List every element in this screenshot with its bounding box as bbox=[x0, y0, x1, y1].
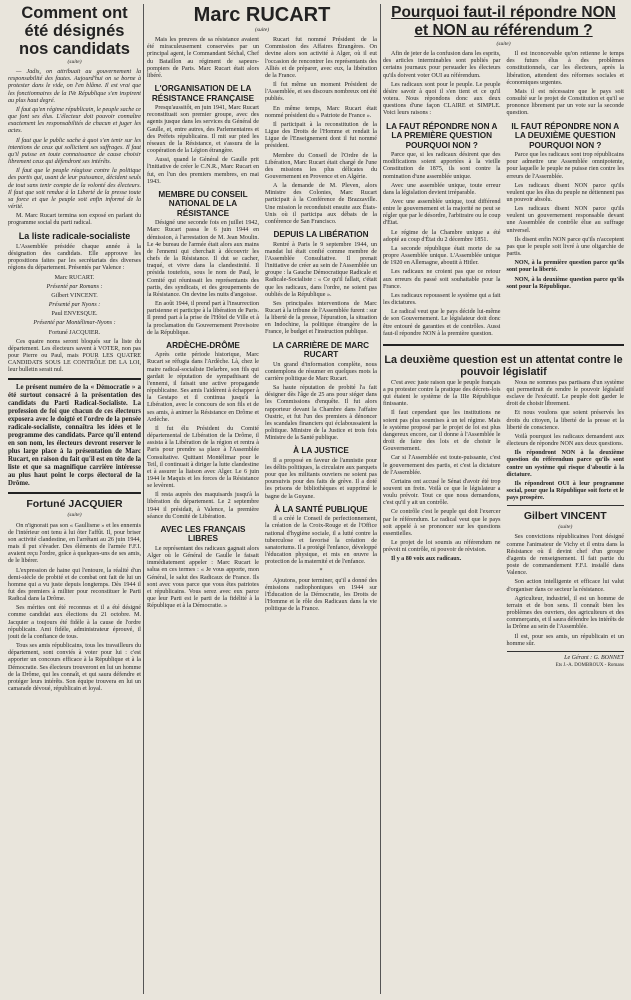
jacquier-heading: Fortuné JACQUIER bbox=[26, 498, 123, 511]
rucart-headline: Marc RUCART bbox=[193, 4, 331, 26]
newspaper-page bbox=[8, 4, 624, 994]
leg-para: Voilà pourquoi les radicaux demandent aux électeurs de répondre NON aux deux questions. bbox=[506, 433, 624, 448]
leg-para: Ils répondront OUI à leur programme social, pour que la République soit forte et le pays prospère. bbox=[506, 480, 624, 502]
rucart-para: Il a proposé en faveur de l'amnistie pour les délits politiques, la circulaire aux parquets pour que les militants ouvriers ne soient pas poursuivis pour des faits de grève. Il a doté les prisons de bibliothèques et supprimé le bagne de la Guyane. bbox=[265, 457, 377, 500]
ref-para: Afin de jeter de la confusion dans les esprits, des articles interminables sont publiés par certains journaux pour persuader les électeurs qu'ils doivent voter OUI au référendum. bbox=[383, 51, 501, 79]
rucart-para: Après cette période historique, Marc Rucart se réfugia dans l'Ardèche. Là, chez le maire radical-socialiste Delarbre, son fils qui gardait le réputation de sympathisant de l'ennemi, il faisait une active propagande républicaine. Ses amis l'aidèrent à échapper à la Gestapo et il continua jusqu'à la Libération, avec le concours de son fils et de ses amis, à animer la Résistance en Drôme et Ardèche. bbox=[147, 352, 259, 423]
rucart-para: Sa haute réputation de probité l'a fait désigner dès l'âge de 25 ans pour siéger dans les Commissions d'enquête. Il fut alors rapporteur devant la Chambre dans l'affaire Oustric, et fut l'un des premiers à dénoncer les scandales financiers qui éclaboussaient la politique. Ministre de la Justice et trois fois Ministre de la Santé publique. bbox=[265, 385, 377, 442]
referendum-col-a bbox=[383, 51, 501, 340]
left-headline: Comment ont été désignés nos candidats bbox=[19, 4, 130, 58]
vincent-para: Ses convictions républicaines l'ont désigné comme l'animateur de Vichy et il entra dans la Résistance où il devint chef d'un groupe d'agents de renseignement. Il fait partie du poste de commandement F.F.I. installé dans Valence. bbox=[506, 534, 624, 577]
rucart-sub: (suite) bbox=[254, 27, 270, 33]
rucart-para: Rentré à Paris le 9 septembre 1944, un mandat lui était confié comme membre de l'Assemblée Consultative. Il prenait l'initiative de créer au sein de l'Assemblée un groupe : la Gauche Démocratique Radicale et Radicale-Socialiste : « Ce qu'il fallait, c'était que les radicaux, dans l'ordre, ne soient pas oubliés de la République ». bbox=[265, 241, 377, 298]
divider bbox=[383, 344, 624, 346]
ref-para: Les radicaux ne croient pas que ce retour aux erreurs du passé soit souhaitable pour la France. bbox=[383, 269, 501, 290]
ref-para: NON, à la deuxième question parce qu'ils sont pour la République. bbox=[506, 276, 624, 290]
middle-column bbox=[147, 4, 377, 615]
rucart-subhead: ARDÈCHE-DRÔME bbox=[166, 340, 240, 350]
left-para: Il faut que le public sache à quoi s'en tenir sur les intentions de ceux qui sollicitent ses suffrages. Il faut qu'il puisse en toute connaissance de cause choisir librement ceux qui défendront ses intérêts. bbox=[8, 137, 141, 166]
rucart-para: Aussi, quand le Général de Gaulle prit l'initiative de créer le C.N.R., Marc Rucart en fut, en l'un des premiers membres, en mai 1943. bbox=[147, 157, 259, 185]
liste-para: L'Assemblée présidée chaque année à la désignation des candidats. Elle approuve les propositions faites par les secrétariats des diverses régions du département. Présentés par Valence : bbox=[8, 243, 141, 272]
jacquier-para: On n'ignorait pas son « Gaullisme » et les ennemis de l'intérieur ont tenu à lui ôter l'affût. Il, pour briser son activité clandestine, en l'arrêtant au 26 juin 1944, mais il put s'évader. Des éléments de l'armée F.F.I. avaient reçu l'ordre, grâce à quelques-uns de ses amis, de le libérer. bbox=[8, 522, 141, 565]
gerant: Le Gérant : G. BONNET bbox=[564, 654, 624, 661]
rucart-para: Presqu'aussitôt, en juin 1941, Marc Rucart reconstituait son premier groupe, avec des agents jusque dans les services du Général de Gaulle, et, entre autres, des Parlementaires et des Préfets républicains. Il mit sur pied les réseaux de la Résistance, et s'assura de la coopération de la Légion étrangère. bbox=[147, 105, 259, 155]
rucart-subhead: MEMBRE DU CONSEIL NATIONAL DE LA RÉSISTANCE bbox=[158, 189, 248, 218]
liste-end: Ces quatre noms seront bloqués sur la liste du département. Les électeurs savent à VOTER, non pas pour Pierre ou Paul, mais POUR LES QUATRE CANDIDATS SOUS LE CONTRÔLE DE LA LOI, leur bulletin serait nul. bbox=[8, 338, 141, 374]
rucart-para: En même temps, Marc Rucart était nommé président du « Patriote de France ». bbox=[265, 105, 377, 119]
rucart-subhead: DEPUIS LA LIBÉRATION bbox=[273, 230, 369, 240]
left-para: Il faut que le peuple réagisse contre la politique des partis qui, usant de leur puissance, décident seuls de tout sans tenir compte de la volonté des électeurs. Il faut que soit rendue à la Liberté de la presse toute sa force et que le peuple soit enfin informé de la vérité. bbox=[8, 168, 141, 210]
candidate: Paul ENVESQUE. bbox=[51, 311, 98, 318]
leg-para: Ils répondront NON à la deuxième question du référendum parce qu'ils sont contre un système qui risque d'aboutir à la dictature. bbox=[506, 450, 624, 478]
legislatif-col-b bbox=[507, 380, 625, 669]
rucart-para: Il participait à la reconstitution de la Ligue des Droits de l'Homme et rendait la Ligue de l'Enseignement dont il fut nommé président. bbox=[265, 121, 377, 150]
divider bbox=[8, 492, 141, 494]
rucart-para: Rucart fut nommé Président de la Commission des Affaires Étrangères. On devine alors son activité à Alger, où il eut l'occasion de rencontrer les représentants des Alliés et de préparer, avec eux, la libération de la France. bbox=[265, 37, 377, 79]
left-para: — Jadis, on attribuait au gouvernement la responsabilité des fautes. Aujourd'hui on se borne à protester dans le vide, on l'en blâme. Il est vrai que les fonctionnaires de la IVe République s'en inspirent au plus haut degré. bbox=[8, 69, 141, 104]
jacquier-para: Ses mérites ont été reconnus et il a été désigné comme candidat aux élections du 21 octobre. M. Jacquier a toujours été fidèle à la cause de l'ordre républicain. Ami fidèle, administrateur éprouvé, il jouit de la confiance de tous. bbox=[8, 605, 141, 640]
left-sub: (suite) bbox=[67, 59, 82, 65]
notice-box: Le présent numéro de la « Démocratie » a été surtout consacré à la présentation des candidats du Parti Radical-Socialiste. La profession de foi que chacun de ces électeurs exposera avec le doigté et l'ordre de la pensée radicale-socialiste, connaîtra les idées et le programme des candidats. Parce qu'il entend en son nom, les électeurs devront reserver le plus large place à la présentation de Marc Rucart, en raison du fait qu'il est en tête de la liste et que sa magnifique carrière intéresse au plus haut point le corps électoral de la Drôme. bbox=[8, 384, 141, 488]
column-rule bbox=[143, 4, 144, 994]
divider bbox=[507, 505, 625, 506]
ref-para: Mais il est nécessaire que le pays soit consulté sur le projet de Constitution et qu'il se prononce librement par un vote sur la seconde question. bbox=[506, 88, 624, 117]
jacquier-para: L'expression de haine qui l'entoure, la réalité d'un demi-siècle de probité et de combat ont fait de lui un homme qui a vu juste depuis longtemps. Dès 1944 il fut des premiers à militer pour reconstituer le Parti Radical dans la Drôme. bbox=[8, 567, 141, 603]
rucart-subhead: L'ORGANISATION DE LA RÉSISTANCE FRANÇAISE bbox=[151, 84, 255, 103]
ref-para: Les radicaux disent NON parce qu'ils veulent un gouvernement responsable devant une Assemblée de contrôle élue au suffrage universel. bbox=[506, 206, 624, 234]
left-column bbox=[8, 4, 141, 695]
rucart-col-a bbox=[147, 37, 259, 615]
rucart-para: Désigné une seconde fois en juillet 1942, Marc Rucart passa le 6 juin 1944 en démission, à l'arrestation de M. Jean Moulin. Le 4e bureau de l'armée était alors aux mains de l'ennemi qui cherchait à découvrir les chefs de la Résistance. Il dut se cacher, traqué, et vivre dans la clandestinité. Il présida toutefois, sous le nom de Paul, le Comité qui réunissait les représentants des partis, des syndicats, et des groupements de la Résistance. On devine les nuits d'angoisse. bbox=[147, 220, 259, 298]
left-para: Il faut qu'en régime républicain, le peuple sache ce que font ses élus. L'électeur doit pouvoir connaître exactement les responsabilités de chacun et juger les actes. bbox=[8, 106, 141, 135]
ref-para: Les radicaux repoussent le système qui a fait les dictatures. bbox=[383, 292, 501, 307]
divider bbox=[8, 378, 141, 380]
rucart-para: A la demande de M. Pleven, alors Ministre des Colonies, Marc Rucart participait à la Conférence de Brazzaville. Une mission le reconduisit ensuite aux États-Unis où il participa aux débats de la conférence de San Francisco. bbox=[265, 183, 377, 225]
vincent-para: Son action intelligente et efficace lui valut d'organiser dans ce secteur la résistance. bbox=[506, 579, 624, 593]
ref-para: Le radical veut que le pays décide lui-même de son Gouvernement. Le législateur doit donc être entouré de garanties et de contrôles. Aussi faut-il répondre NON à la première question. bbox=[383, 309, 501, 337]
rucart-para: Ajoutons, pour terminer, qu'il a donné des émissions radiophoniques en 1944 sur l'Éducation de la Démocratie, les Droits de l'Homme et le rôle des Radicaux dans la vie politique de la France. bbox=[265, 577, 377, 613]
rucart-para: En août 1944, il prend part à l'insurrection parisienne et participe à la libération de Paris. Il prend part à la prise de l'Hôtel de Ville et à la proclamation du Gouvernement Provisoire de la République. bbox=[147, 301, 259, 336]
rucart-para: Un grand d'information complète, nous contemplons de résumer en quelques mots la carrière politique de Marc Rucart. bbox=[265, 361, 377, 382]
rucart-para: Ses principales interventions de Marc Rucart à la tribune de l'Assemblée furent : sur la liberté de la presse, l'épuration, la situation en Indochine, la politique étrangère de la France, le budget et l'instruction publique. bbox=[265, 300, 377, 336]
rucart-subhead: À LA JUSTICE bbox=[293, 446, 349, 456]
candidate: Fortuné JACQUIER. bbox=[48, 329, 101, 336]
leg-para: Il y a 80 voix aux radicaux. bbox=[391, 556, 462, 563]
vincent-heading: Gilbert VINCENT bbox=[523, 510, 607, 523]
vincent-para: Agriculteur, industriel, il est un homme de terrain et de bon sens. Il connaît bien les problèmes des ouvriers, des agriculteurs et des commerçants, et il saura défendre les intérêts de la Drôme au sein de l'Assemblée. bbox=[506, 595, 624, 631]
leg-para: Certains ont accusé le Sénat d'avoir été trop souvent un frein. Voilà ce que le législateur a voulu prévoir. Tout ce que nous demandons, c'est qu'il y ait un contrôle. bbox=[383, 478, 501, 507]
referendum-col-b bbox=[507, 51, 625, 340]
rucart-sep: * bbox=[319, 568, 323, 575]
legislatif-headline: La deuxième question est un attentat contre le pouvoir législatif bbox=[384, 353, 623, 378]
candidate: Gilbert VINCENT. bbox=[51, 292, 98, 299]
ref-para: La seconde république était morte de sa propre Assemblée unique. L'Assemblée unique de 1920 en Allemagne, aboutit à Hitler. bbox=[383, 245, 501, 267]
imprint: Ets J.-A. DOMBROUX - Romans bbox=[555, 662, 624, 668]
rucart-subhead: À LA SANTÉ PUBLIQUE bbox=[274, 504, 368, 514]
ref-para: Il est inconcevable qu'on retienne le temps des futurs élus à des problèmes constitutionnels, car les électeurs, après la libération, attendent des réformes sociales et économiques urgentes. bbox=[506, 51, 624, 86]
vincent-sub: (suite) bbox=[558, 524, 573, 531]
leg-para: Le projet de loi soumis au référendum ne prévoit ni contrôle, ni pouvoir de révision. bbox=[383, 540, 501, 554]
leg-para: Nous ne sommes pas partisans d'un système qui permettrait de rendre le pouvoir législatif esclave de l'exécutif. Le peuple doit garder le droit de choisir librement. bbox=[506, 379, 624, 408]
rucart-para: Il fut élu Président du Comité départemental de Libération de la Drôme, il assista à la Libération de la région et rentra à Paris pour prendre sa place à l'Assemblée Consultative. Quittant Montélimar pour le Teil, il continuait à diriger la lutte clandestine et à assurer la liaison avec Alger. Le 6 juin 1944 le Maquis et les forces de la Résistance se levèrent. bbox=[147, 425, 259, 490]
rucart-col-b bbox=[265, 37, 377, 615]
candidate: Marc RUCART. bbox=[54, 274, 95, 281]
ref-subhead: IL FAUT RÉPONDRE NON A LA DEUXIÈME QUESTION POURQUOI NON ? bbox=[511, 121, 620, 150]
ref-para: Les radicaux sont pour le peuple. Le peuple désire savoir à quoi il s'en tient et ce qu'il votera. Nous répondons donc aux deux questions d'une façon CLAIRE et SIMPLE. Voici leurs raisons : bbox=[383, 81, 501, 117]
right-column bbox=[383, 4, 624, 669]
rucart-subhead: AVEC LES FRANÇAIS LIBRES bbox=[160, 524, 246, 544]
liste-heading: La liste radicale-socialiste bbox=[18, 231, 131, 242]
left-para: M. Marc Rucart termina son exposé en parlant du programme social du parti radical. bbox=[8, 213, 141, 227]
referendum-headline: Pourquoi faut-il répondre NON et NON au référendum ? bbox=[391, 4, 616, 39]
ref-para: NON, à la première question parce qu'ils sont pour la liberté. bbox=[506, 260, 624, 274]
leg-para: Car si l'Assemblée est toute-puissante, c'est le gouvernement des partis, et c'est la dictature de l'Assemblée. bbox=[383, 455, 501, 476]
ref-para: Avec une assemblée unique, toute erreur dans la législation devient irréparable. bbox=[383, 182, 501, 196]
candidate: Présenté par Montélimar-Nyons : bbox=[33, 320, 116, 327]
ref-para: Parce que, si les radicaux désirent que des modifications soient apportées à la vieille Constitution de 1875, ils sont contre la nomination d'une assemblée unique. bbox=[383, 152, 501, 180]
ref-para: Ils disent enfin NON parce qu'ils n'acceptent pas que le peuple soit livré à une oligarchie de partis. bbox=[506, 236, 624, 258]
ref-para: Les radicaux disent NON parce qu'ils veulent que les élus du peuple ne détiennent pas un pouvoir absolu. bbox=[506, 182, 624, 203]
rucart-para: Il fut même un moment Président de l'Assemblée, et ses discours nombreux ont été publiés. bbox=[265, 82, 377, 103]
rucart-para: Membre du Conseil de l'Ordre de la Libération, Marc Rucart était chargé de l'une des missions les plus délicates du Gouvernement en Provence et en Algérie. bbox=[265, 152, 377, 180]
column-rule bbox=[380, 4, 381, 994]
referendum-sub: (suite) bbox=[496, 41, 511, 47]
vincent-para: Il est, pour ses amis, un républicain et un homme sûr. bbox=[506, 633, 624, 647]
rucart-para: Il a créé le Conseil de perfectionnement, la création de la Croix-Rouge et de l'Office national d'hygiène sociale, il a lutté contre la tuberculose et favorisé la création de sanatoriums. Il a protégé l'enfance, développé l'éducation physique, et mis en œuvre la protection de la maternité et de l'enfance. bbox=[265, 516, 377, 566]
rucart-para: Le représentant des radicaux gagnait alors Alger où le Général de Gaulle le faisait immédiatement appeler : Marc Rucart le salua en ces termes : « Je vous apporte, mon Général, le salut des Radicaux de France. Ils sont avec vous parce que vous êtes patriotes et républicains. Vous serez avec eux parce que leur Parti est le parti de la fidélité à la République et à la Démocratie. » bbox=[147, 545, 259, 610]
jacquier-para: Tous ses amis républicains, tous les travailleurs du département, sont conviés à voter pour lui : c'est apporter un concours efficace à la République et à la Démocratie. Ses électeurs trouveront en lui un homme de la Drôme, qui les connaît, et qui saura défendre et protéger leurs intérêts. Son équipe trouvera en lui un camarade dévoué, républicain et loyal. bbox=[8, 643, 141, 693]
rucart-subhead: LA CARRIÈRE DE MARC RUCART bbox=[272, 340, 370, 360]
leg-para: Ce contrôle c'est le peuple qui doit l'exercer par le référendum. Le radical veut que le pays soit appelé à se prononcer sur les questions essentielles. bbox=[383, 509, 501, 537]
ref-subhead: LA FAUT RÉPONDRE NON A LA PREMIÈRE QUESTION POURQUOI NON ? bbox=[386, 121, 498, 150]
candidate: Présenté par Romans : bbox=[46, 283, 103, 290]
divider bbox=[507, 651, 625, 652]
rucart-para: Il resta auprès des maquisards jusqu'à la libération du département. Le 2 septembre 1944 il présidait, à Valence, la première séance du Comité de Libération. bbox=[147, 492, 259, 520]
leg-para: Il faut cependant que les institutions ne soient pas plus soumises à un tel régime. Mais le système proposé par le projet de loi est plus dangereux encore, car il donne à l'Assemblée le droit de faire des lois et de choisir le Gouvernement. bbox=[383, 410, 501, 453]
legislatif-col-a bbox=[383, 380, 501, 669]
leg-para: Et nous voulons que soient préservés les droits du citoyen, la liberté de la presse et la liberté de conscience. bbox=[506, 410, 624, 431]
ref-para: Avec une assemblée unique, tout différend entre le gouvernement et la majorité ne peut se régler que par le désordre, l'arbitraire ou le coup d'État. bbox=[383, 199, 501, 227]
rucart-para: Mais les preuves de sa résistance avaient été miraculeusement conservées par un principal agent, le Commandant Séchal, Chef du Bataillon au régiment de sapeurs-pompiers de Paris. Marc Rucart était alors libéré. bbox=[147, 37, 259, 79]
ref-para: Le régime de la Chambre unique a été adopté au coup d'État du 2 décembre 1851. bbox=[383, 229, 501, 243]
ref-para: Parce que les radicaux sont trop républicains pour admettre une Assemblée omnipotente, pour laquelle le peuple ne puisse rien contre les erreurs de l'Assemblée. bbox=[506, 152, 624, 180]
jacquier-sub: (suite) bbox=[67, 512, 82, 519]
leg-para: C'est avec juste raison que le peuple français a pu protester contre la pratique des décrets-lois qui étaient le système de la IIIe République finissante. bbox=[383, 379, 501, 408]
candidate: Présenté par Nyons : bbox=[48, 302, 101, 309]
